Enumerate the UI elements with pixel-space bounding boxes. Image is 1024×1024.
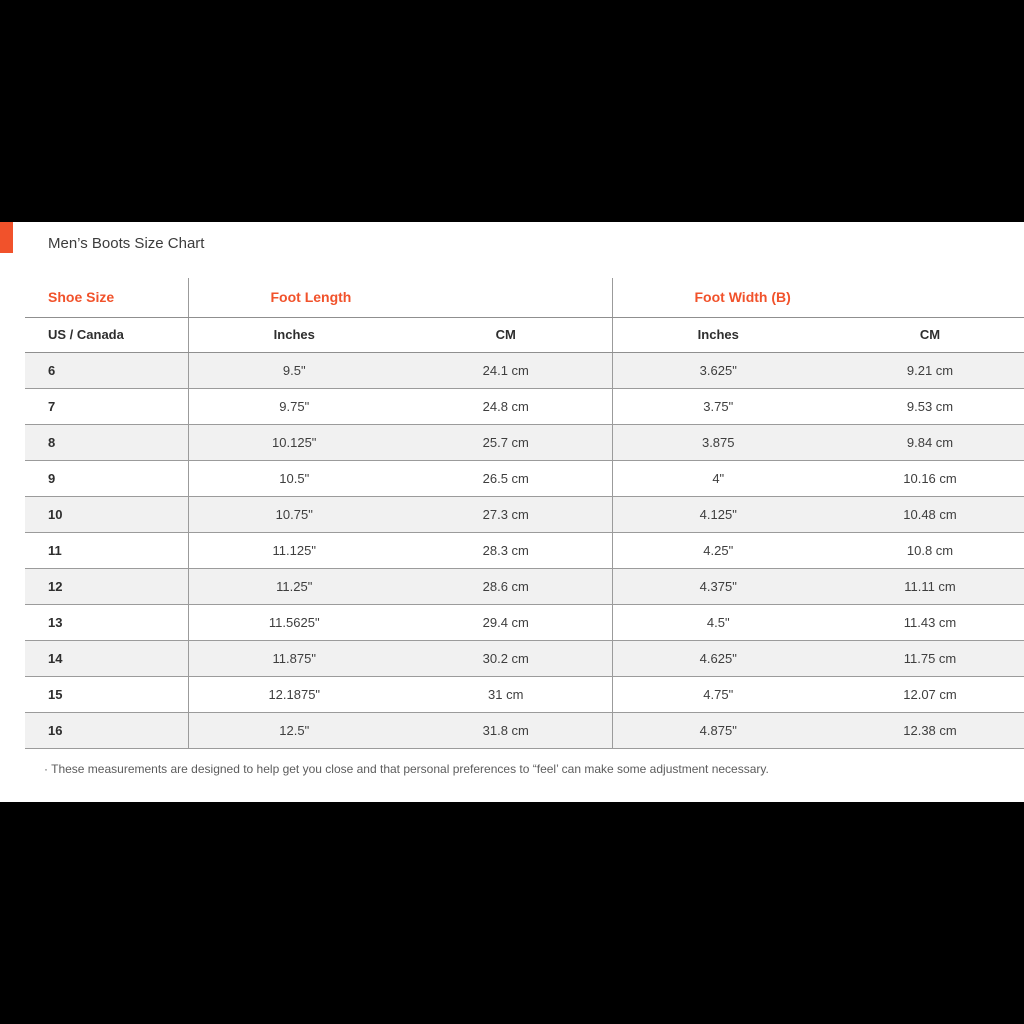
cell-foot-width-cm: 9.53 cm bbox=[824, 388, 1024, 424]
size-chart-table bbox=[25, 278, 1024, 749]
cell-foot-length-cm: 29.4 cm bbox=[400, 604, 612, 640]
cell-foot-width-cm: 11.43 cm bbox=[824, 604, 1024, 640]
size-chart-table-wrap bbox=[25, 278, 1024, 749]
cell-foot-length-cm: 25.7 cm bbox=[400, 424, 612, 460]
subheader-row bbox=[25, 317, 1024, 352]
cell-shoe-size: 10 bbox=[25, 496, 188, 532]
cell-foot-width-cm: 11.75 cm bbox=[824, 640, 1024, 676]
size-row bbox=[25, 424, 1024, 460]
cell-foot-width-cm: 12.07 cm bbox=[824, 676, 1024, 712]
cell-foot-width-cm: 9.84 cm bbox=[824, 424, 1024, 460]
cell-foot-length-cm: 31 cm bbox=[400, 676, 612, 712]
cell-foot-length-cm: 26.5 cm bbox=[400, 460, 612, 496]
cell-foot-width-inches: 3.75" bbox=[612, 388, 824, 424]
cell-foot-width-cm: 9.21 cm bbox=[824, 352, 1024, 388]
cell-shoe-size: 6 bbox=[25, 352, 188, 388]
letterbox-top bbox=[0, 0, 1024, 222]
cell-foot-width-inches: 4" bbox=[612, 460, 824, 496]
cell-foot-width-inches: 4.375" bbox=[612, 568, 824, 604]
size-row bbox=[25, 568, 1024, 604]
cell-foot-width-inches: 4.625" bbox=[612, 640, 824, 676]
cell-foot-width-cm: 10.8 cm bbox=[824, 532, 1024, 568]
cell-foot-length-cm: 28.6 cm bbox=[400, 568, 612, 604]
cell-shoe-size: 7 bbox=[25, 388, 188, 424]
orange-accent-bar bbox=[0, 222, 13, 253]
cell-foot-width-inches: 4.875" bbox=[612, 712, 824, 748]
cell-foot-length-inches: 11.25" bbox=[188, 568, 400, 604]
size-row bbox=[25, 712, 1024, 748]
cell-foot-length-cm: 27.3 cm bbox=[400, 496, 612, 532]
cell-foot-length-cm: 24.8 cm bbox=[400, 388, 612, 424]
size-row bbox=[25, 460, 1024, 496]
cell-foot-width-inches: 4.125" bbox=[612, 496, 824, 532]
letterbox-bottom bbox=[0, 802, 1024, 1024]
size-chart-panel bbox=[0, 222, 1024, 802]
cell-foot-length-cm: 28.3 cm bbox=[400, 532, 612, 568]
subheader-foot-length-cm: CM bbox=[400, 317, 612, 352]
cell-foot-width-inches: 3.875 bbox=[612, 424, 824, 460]
cell-foot-length-inches: 9.75" bbox=[188, 388, 400, 424]
size-row bbox=[25, 532, 1024, 568]
cell-shoe-size: 9 bbox=[25, 460, 188, 496]
cell-shoe-size: 13 bbox=[25, 604, 188, 640]
cell-foot-length-inches: 11.5625" bbox=[188, 604, 400, 640]
subheader-foot-width-cm: CM bbox=[824, 317, 1024, 352]
cell-shoe-size: 14 bbox=[25, 640, 188, 676]
cell-foot-length-inches: 11.125" bbox=[188, 532, 400, 568]
cell-foot-length-inches: 10.5" bbox=[188, 460, 400, 496]
footnote: · These measurements are designed to help get you close and that personal preferences to “feel’ can make some adjustment necessary. bbox=[44, 762, 769, 776]
cell-shoe-size: 8 bbox=[25, 424, 188, 460]
cell-foot-length-inches: 10.125" bbox=[188, 424, 400, 460]
cell-foot-length-cm: 30.2 cm bbox=[400, 640, 612, 676]
cell-foot-width-inches: 4.5" bbox=[612, 604, 824, 640]
cell-foot-length-cm: 31.8 cm bbox=[400, 712, 612, 748]
size-row bbox=[25, 352, 1024, 388]
size-row bbox=[25, 676, 1024, 712]
cell-shoe-size: 12 bbox=[25, 568, 188, 604]
cell-foot-length-inches: 12.5" bbox=[188, 712, 400, 748]
section-header-shoe-size: Shoe Size bbox=[25, 278, 188, 317]
size-row bbox=[25, 640, 1024, 676]
cell-foot-width-cm: 10.16 cm bbox=[824, 460, 1024, 496]
subheader-us-canada: US / Canada bbox=[25, 317, 188, 352]
size-row bbox=[25, 388, 1024, 424]
size-row bbox=[25, 604, 1024, 640]
cell-foot-width-inches: 4.25" bbox=[612, 532, 824, 568]
cell-foot-length-cm: 24.1 cm bbox=[400, 352, 612, 388]
section-header-row bbox=[25, 278, 1024, 317]
cell-foot-length-inches: 12.1875" bbox=[188, 676, 400, 712]
cell-foot-length-inches: 11.875" bbox=[188, 640, 400, 676]
size-row bbox=[25, 496, 1024, 532]
cell-shoe-size: 16 bbox=[25, 712, 188, 748]
cell-shoe-size: 11 bbox=[25, 532, 188, 568]
cell-shoe-size: 15 bbox=[25, 676, 188, 712]
cell-foot-width-cm: 12.38 cm bbox=[824, 712, 1024, 748]
cell-foot-length-inches: 10.75" bbox=[188, 496, 400, 532]
subheader-foot-width-inches: Inches bbox=[612, 317, 824, 352]
cell-foot-width-cm: 11.11 cm bbox=[824, 568, 1024, 604]
cell-foot-width-inches: 4.75" bbox=[612, 676, 824, 712]
section-header-foot-length: Foot Length bbox=[188, 278, 612, 317]
cell-foot-length-inches: 9.5" bbox=[188, 352, 400, 388]
section-header-foot-width: Foot Width (B) bbox=[612, 278, 1024, 317]
cell-foot-width-inches: 3.625" bbox=[612, 352, 824, 388]
page-title: Men’s Boots Size Chart bbox=[48, 235, 205, 252]
cell-foot-width-cm: 10.48 cm bbox=[824, 496, 1024, 532]
subheader-foot-length-inches: Inches bbox=[188, 317, 400, 352]
